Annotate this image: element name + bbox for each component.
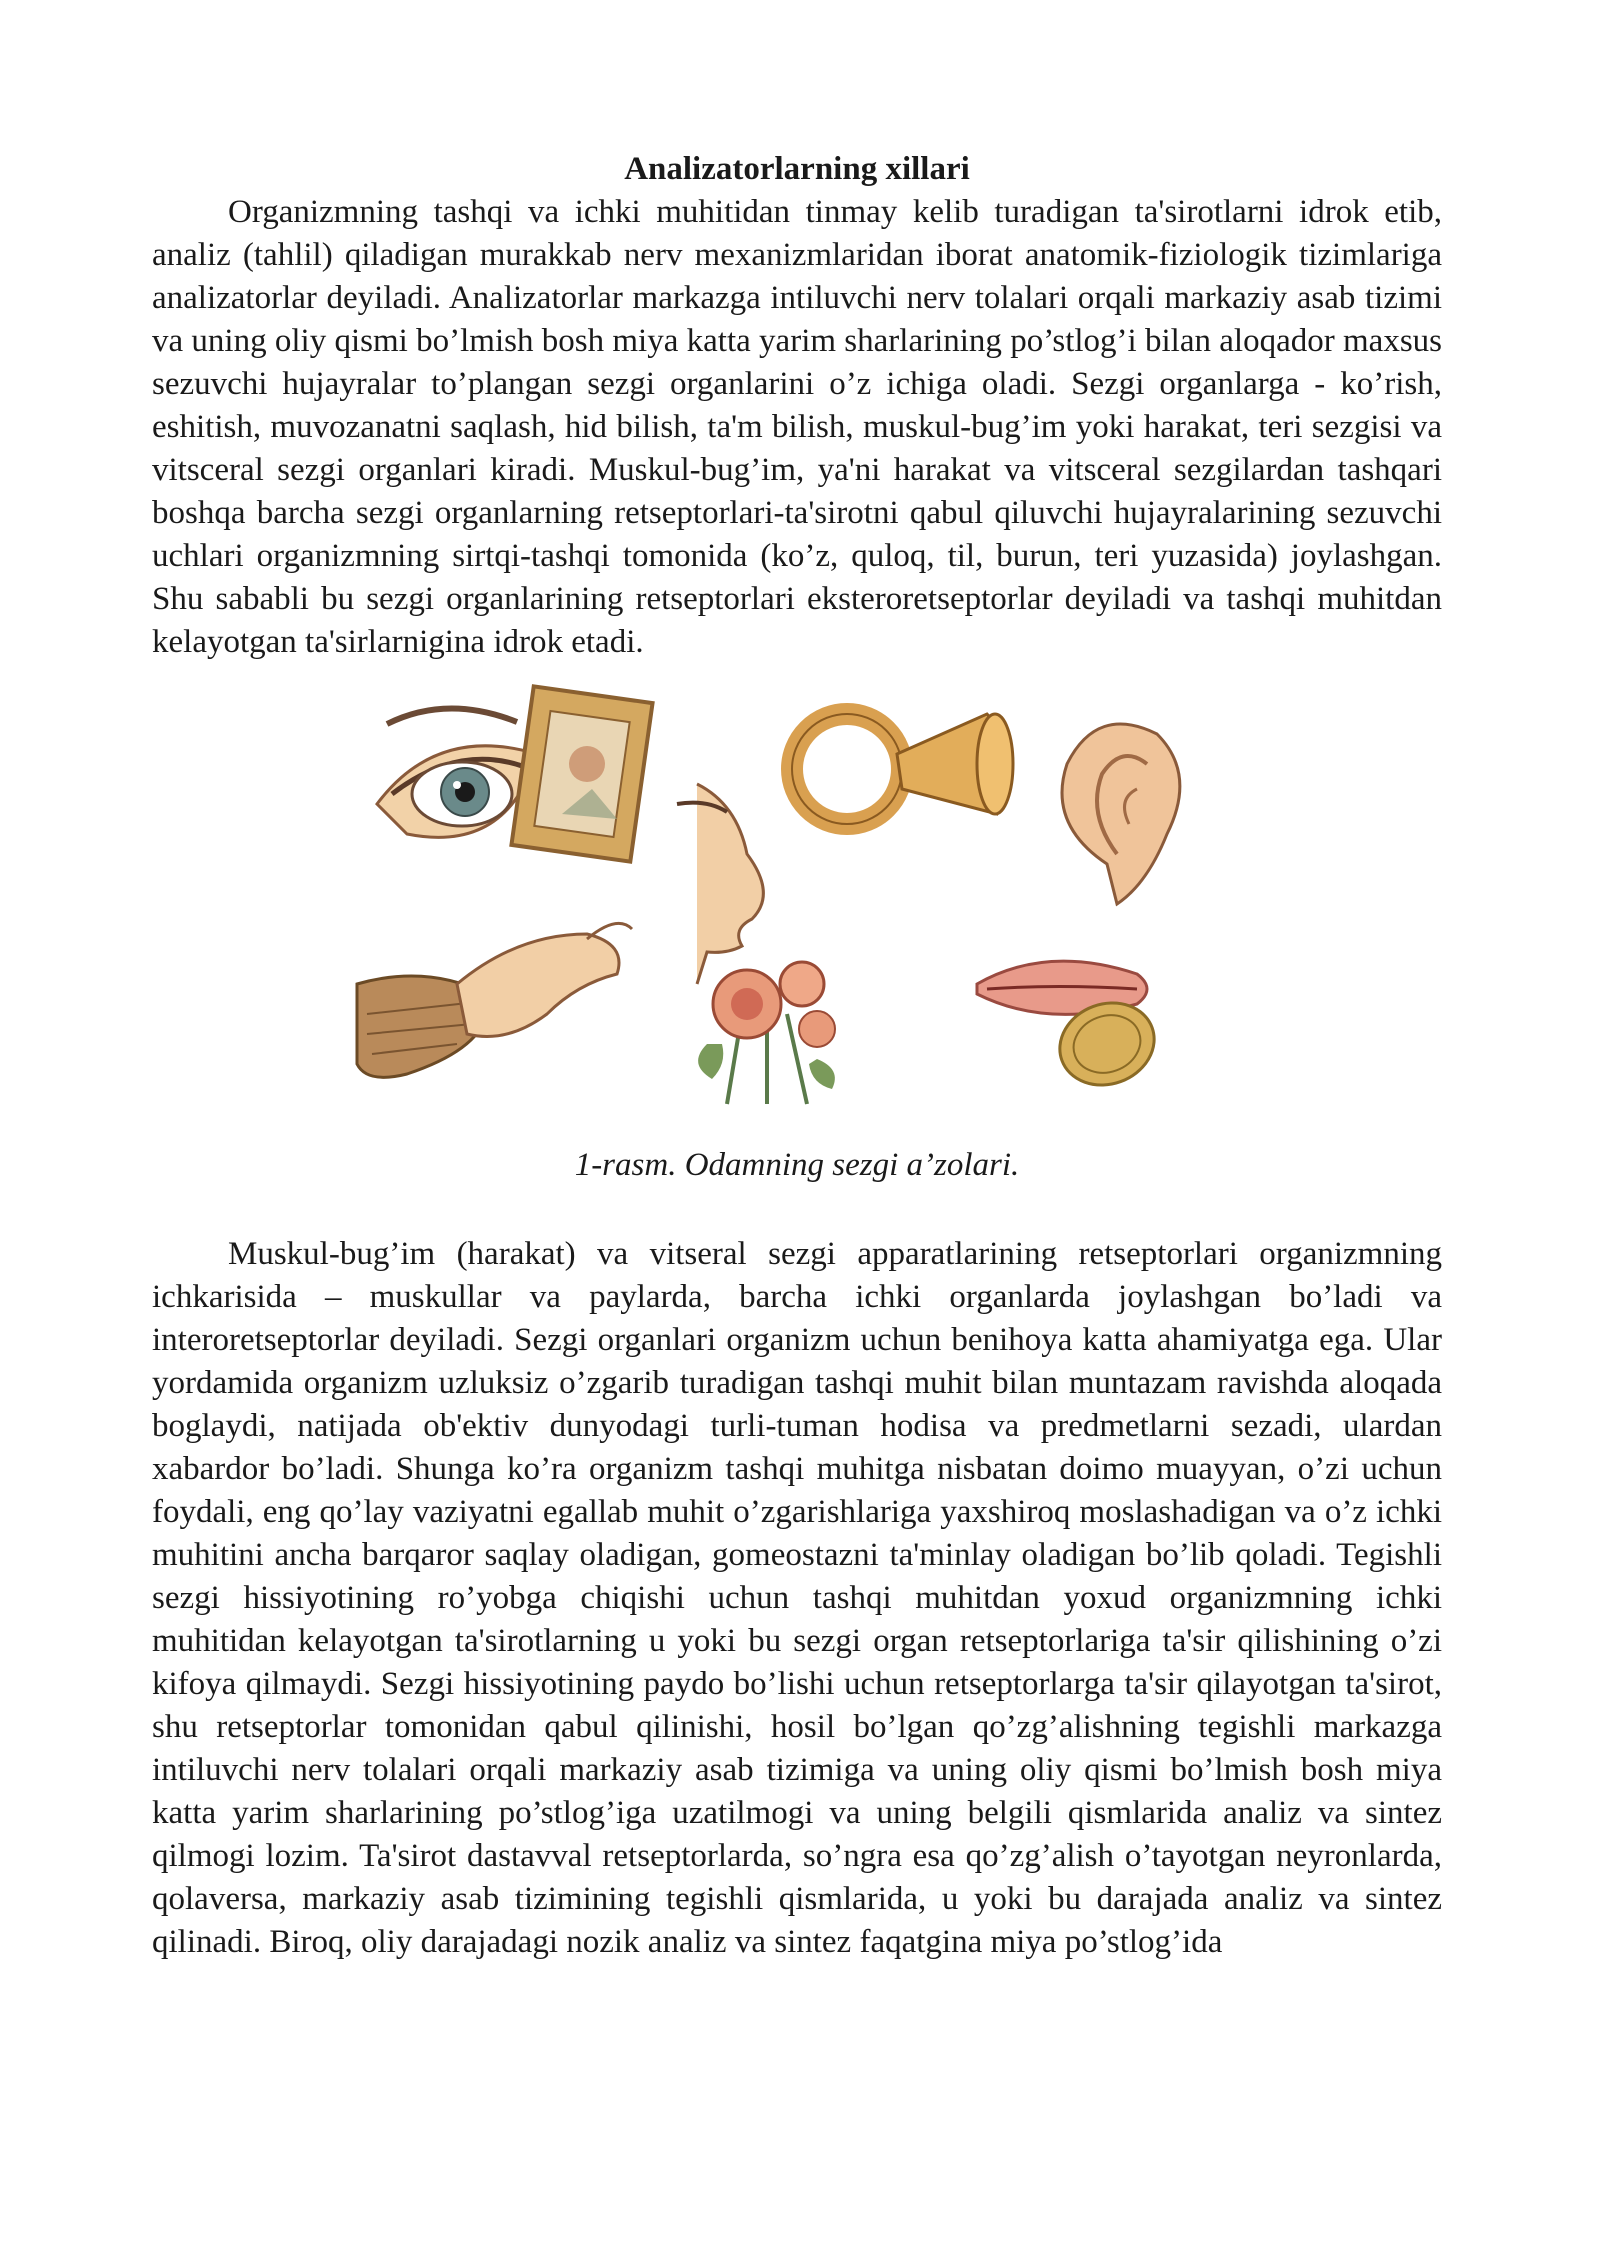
document-page bbox=[152, 148, 1442, 1964]
sense-organs-illustration bbox=[347, 684, 1247, 1124]
figure-caption: 1-rasm. Odamning sezgi a’zolari. bbox=[574, 1147, 1020, 1183]
paragraph-2: Muskul-bug’im (harakat) va vitseral sezgi apparatlarining retseptorlari organizmning ichkarisida – muskullar va paylarda, barcha ichki organlarda joylashgan bo’ladi va interoretseptorlar deyiladi. Sezgi organlari organizm uchun benihoya katta ahamiyatga ega. Ular yordamida organizm uzluksiz o’zgarib turadigan tashqi muhit bilan muntazam ravishda aloqada boglaydi, natijada ob'ektiv dunyodagi turli-tuman hodisa va predmetlarni sezadi, ulardan xabardor bo’ladi. Shunga ko’ra organizm tashqi muhitga nisbatan doimo muayyan, o’zi uchun foydali, eng qo’lay vaziyatni egallab muhit o’zgarishlariga yaxshiroq moslashadigan va o’z ichki muhitini ancha barqaror saqlay oladigan, gomeostazni ta'minlay oladigan bo’lib qoladi. Tegishli sezgi hissiyotining ro’yobga chiqishi uchun tashqi muhitdan yoxud organizmning ichki muhitidan kelayotgan ta'sirotlarning u yoki bu sezgi organ retseptorlariga ta'sir qilishining o’zi kifoya qilmaydi. Sezgi hissiyotining paydo bo’lishi uchun retseptorlarga ta'sir qilayotgan ta'sirot, shu retseptorlar tomonidan qabul qilinishi, hosil bo’lgan qo’zg’alishning tegishli markazga intiluvchi nerv tolalari orqali markaziy asab tizimiga va uning oliy qismi bo’lmish bosh miya katta yarim sharlarining po’stlog’iga uzatilmogi va uning belgili qismlarida analiz va sintez qilmogi lozim. Ta'sirot dastavval retseptorlarda, so’ngra esa qo’zg’alish o’tayotgan neyronlarda, qolaversa, markaziy asab tizimining tegishli qismlarida, u yoki bu darajada analiz va sintez qilinadi. Biroq, oliy darajadagi nozik analiz va sintez faqatgina miya po’stlog’ida bbox=[152, 1236, 1442, 1960]
hand-brush-icon bbox=[357, 923, 632, 1077]
ear-icon bbox=[1062, 724, 1180, 904]
document-title: Analizatorlarning xillari bbox=[624, 151, 970, 187]
horn-icon bbox=[792, 714, 1013, 824]
nose-icon bbox=[677, 784, 763, 984]
lips-coin-icon bbox=[977, 961, 1166, 1098]
picture-frame-icon bbox=[511, 686, 652, 861]
paragraph-1: Organizmning tashqi va ichki muhitidan tinmay kelib turadigan ta'sirotlarni idrok etib, analiz (tahlil) qiladigan murakkab nerv mexanizmlaridan iborat anatomik-fiziologik tizimlariga analizatorlar deyiladi. Analizatorlar markazga intiluvchi nerv tolalari orqali markaziy asab tizimi va uning oliy qismi bo’lmish bosh miya katta yarim sharlarining po’stlog’i bilan aloqador maxsus sezuvchi hujayralar to’plangan sezgi organlarini o’z ichiga oladi. Sezgi organlarga - ko’rish, eshitish, muvozanatni saqlash, hid bilish, ta'm bilish, muskul-bug’im yoki harakat, teri sezgisi va vitsceral sezgi organlari kiradi. Muskul-bug’im, ya'ni harakat va vitsceral sezgilardan tashqari boshqa barcha sezgi organlarning retseptorlari-ta'sirotni qabul qiluvchi hujayralarining sezuvchi uchlari organizmning sirtqi-tashqi tomonida (ko’z, quloq, til, burun, teri yuzasida) joylashgan. Shu sababli bu sezgi organlarining retseptorlari eksteroretseptorlar deyiladi va tashqi muhitdan kelayotgan ta'sirlarnigina idrok etadi. bbox=[152, 194, 1442, 660]
flower-icon bbox=[698, 962, 835, 1104]
eye-icon bbox=[377, 708, 537, 837]
